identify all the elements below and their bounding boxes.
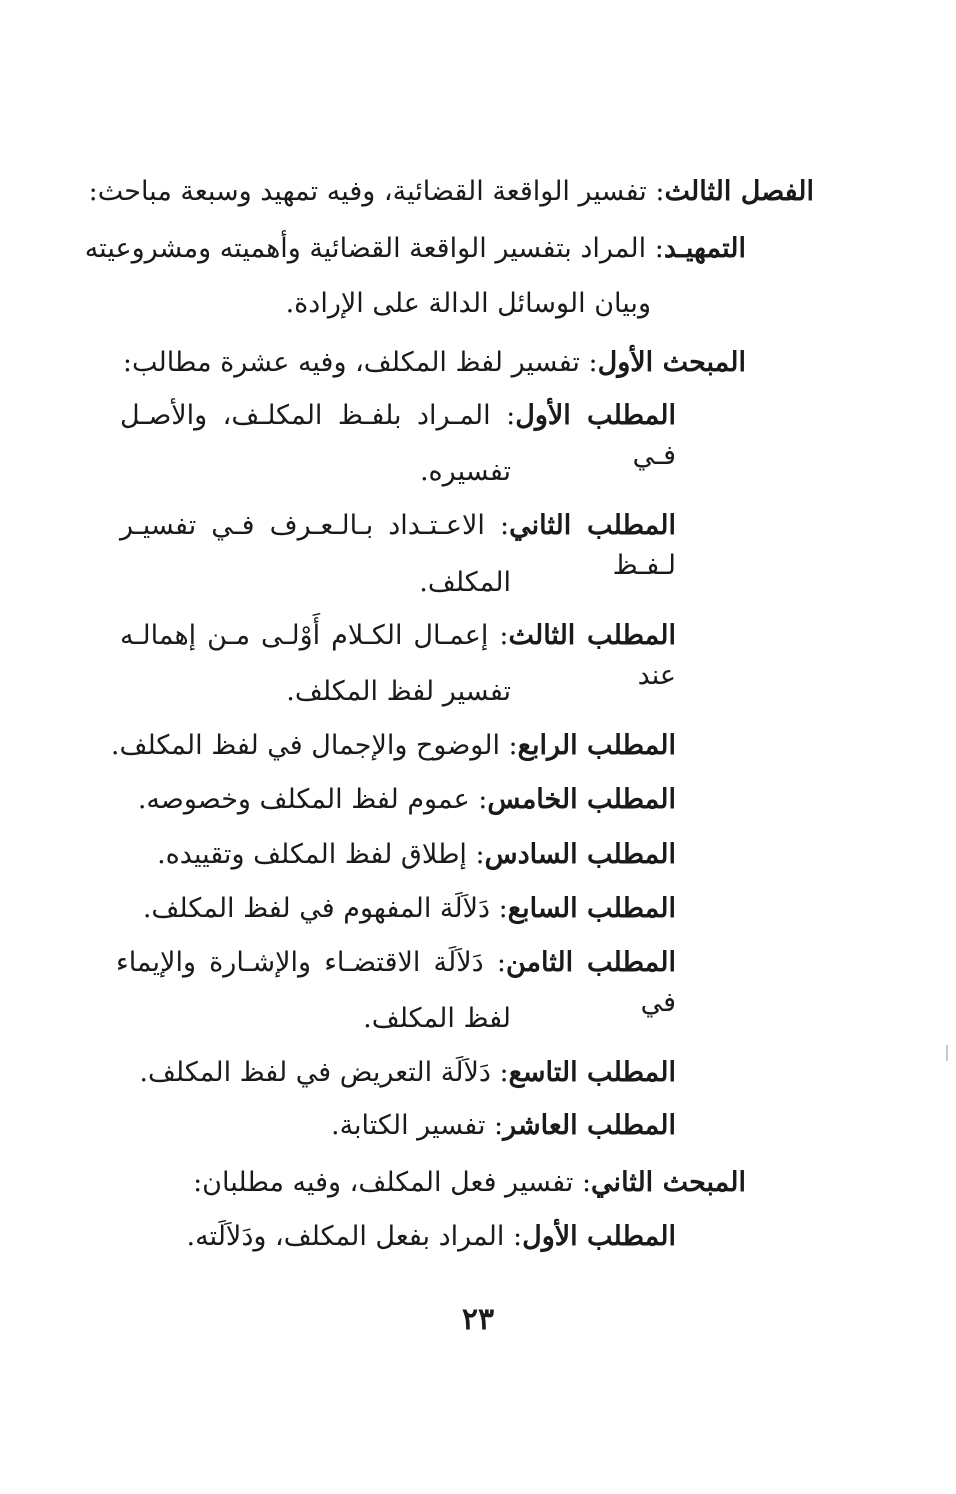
intro-text-line1: المراد بتفسير الواقعة القضائية وأهميته ومشروعيته [84,233,647,264]
chapter-text: تفسير الواقعة القضائية، وفيه تمهيد وسبعة مباحث: [88,176,647,207]
item-sep: : [504,1221,523,1252]
section1-item-2-line2: المكلف. [419,567,511,598]
item-label: المطلب الأول [515,400,676,431]
item-text: المراد بفعل المكلف، ودَلاَلَته. [186,1221,505,1252]
item-label: المطلب الثالث [508,620,676,651]
item-sep: : [485,1110,504,1141]
item-text: الوضوح والإجمال في لفظ المكلف. [110,730,500,761]
item-label: المطلب الثامن [505,947,676,978]
section1-item-2 [120,506,676,586]
scan-mark [946,1045,948,1061]
section1-item-7 [143,889,676,929]
section1-item-1 [120,396,676,476]
item-label: المطلب السابع [507,893,676,924]
item-sep: : [484,510,510,541]
section2-item-1 [187,1217,677,1257]
item-text-line1: دَلاَلَة الاقتضـاء والإشـارة والإيماء في [116,947,676,1018]
item-sep: : [488,620,509,651]
item-sep: : [483,947,506,978]
section1-item-3-line2: تفسير لفظ المكلف. [286,676,511,707]
section1-item-5 [138,780,676,820]
item-sep: : [466,839,485,870]
item-text: تفسير الكتابة. [330,1110,486,1141]
section2-text: تفسير فعل المكلف، وفيه مطلبان: [193,1167,574,1198]
item-sep: : [490,400,516,431]
section1-item-6 [157,835,676,875]
item-text-line1: المـراد بلفـظ المكلـف، والأصـل فـي [120,400,676,471]
intro-entry [85,229,746,269]
item-sep: : [469,784,488,815]
chapter-heading [89,172,814,212]
section1-sep: : [579,347,598,378]
section1-text: تفسير لفظ المكلف، وفيه عشرة مطالب: [122,347,580,378]
item-label: المطلب الخامس [487,784,676,815]
intro-text-line2: وبيان الوسائل الدالة على الإرادة. [285,288,651,319]
intro-label: التمهيـد [663,233,746,264]
section1-item-4 [111,726,676,766]
section1-item-8-line2: لفظ المكلف. [363,1003,511,1034]
intro-sep: : [646,233,664,264]
item-sep: : [490,893,508,924]
section2-sep: : [573,1167,592,1198]
item-text: إطلاق لفظ المكلف وتقييده. [157,839,467,870]
chapter-label: الفصل الثالث [664,176,814,207]
item-text: دَلاَلَة التعريض في لفظ المكلف. [139,1057,491,1088]
page-number: ٢٣ [461,1302,495,1337]
section1-item-10 [331,1106,676,1146]
item-text: دَلاَلَة المفهوم في لفظ المكلف. [142,893,491,924]
item-label: المطلب التاسع [508,1057,676,1088]
section1-label: المبحث الأول [597,347,746,378]
chapter-sep: : [646,176,665,207]
section2-heading [193,1163,746,1203]
item-sep: : [490,1057,509,1088]
item-label: المطلب الثاني [509,510,676,541]
item-label: المطلب الأول [522,1221,676,1252]
item-label: المطلب العاشر [503,1110,676,1141]
item-label: المطلب الرابع [517,730,676,761]
section1-item-9 [139,1053,676,1093]
item-text-line1: الاعـتـداد بـالـعـرف فـي تفسيـر لـفـظ [120,510,676,581]
section2-label: المبحث الثاني [591,1167,746,1198]
item-text: عموم لفظ المكلف وخصوصه. [137,784,470,815]
item-label: المطلب السادس [484,839,676,870]
section1-heading [123,343,746,383]
section1-item-1-line2: تفسيره. [419,456,511,487]
item-sep: : [499,730,518,761]
item-text-line1: إعمـال الكـلام أَوْلـى مـن إهمالـه عند [120,620,676,691]
